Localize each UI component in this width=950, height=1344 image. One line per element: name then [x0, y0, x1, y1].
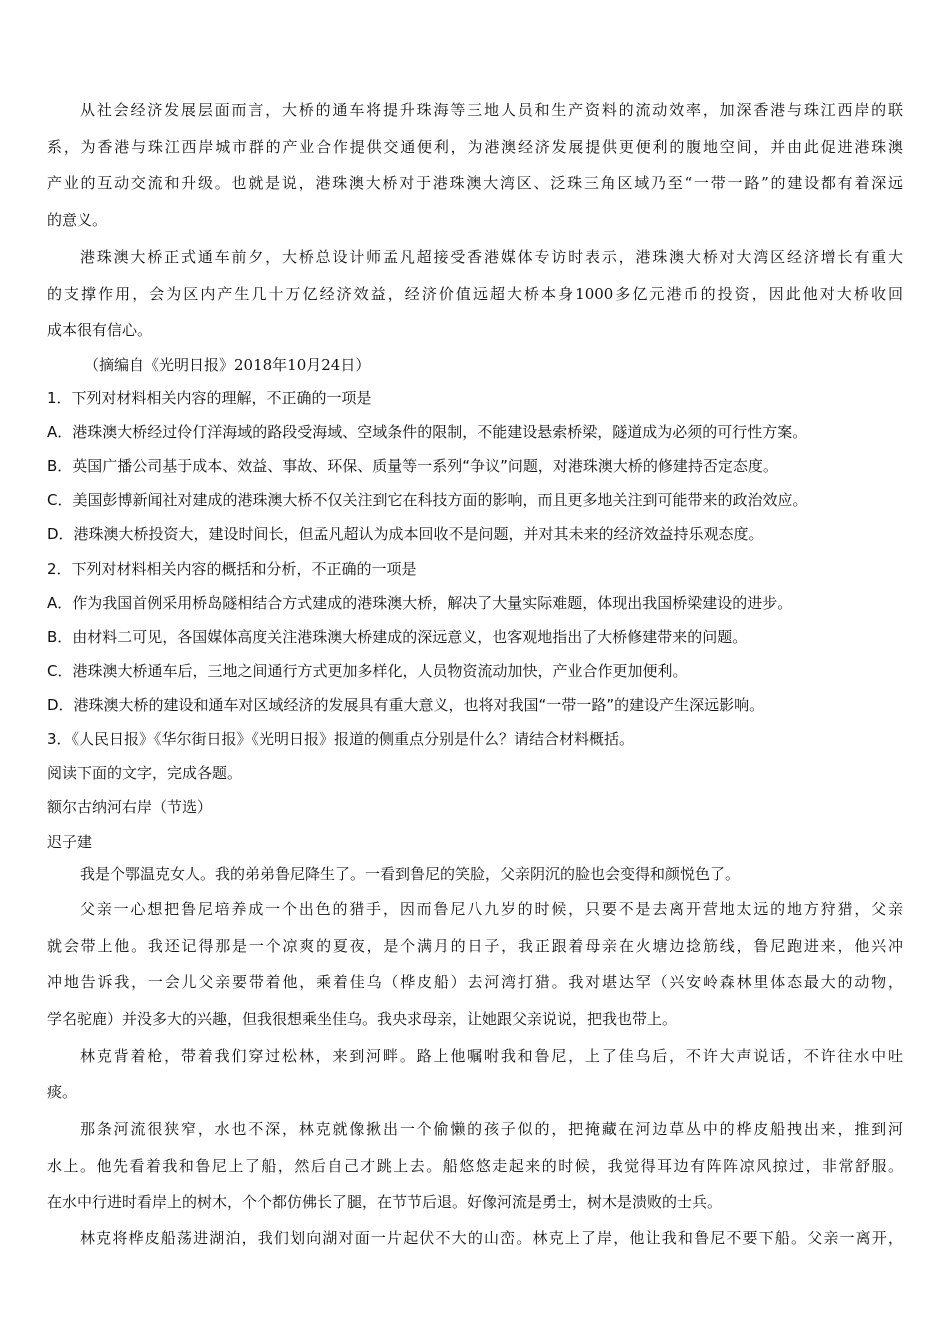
reading-para3-line1: 林克背着枪，带着我们穿过松林，来到河畔。路上他嘱咐我和鲁尼，上了佳乌后，不许大声说话，不许往水中吐 — [80, 1047, 903, 1065]
source-citation: （摘编自《光明日报》2018年10月24日） — [84, 356, 371, 374]
reading-para1-line1: 我是个鄂温克女人。我的弟弟鲁尼降生了。一看到鲁尼的笑脸，父亲阴沉的脸也会变得和颜悦色了。 — [80, 865, 741, 883]
question-2-option-c: C．港珠澳大桥通车后，三地之间通行方式更加多样化，人员物资流动加快，产业合作更加便利。 — [47, 662, 688, 680]
reading-para5-line1: 林克将桦皮船荡进湖泊，我们划向湖对面一片起伏不大的山峦。林克上了岸，他让我和鲁尼不要下船。父亲一离开， — [80, 1229, 903, 1247]
reading-para4-line2: 水上。他先看着我和鲁尼上了船，然后自己才跳上去。船悠悠走起来的时候，我觉得耳边有阵阵凉风掠过，非常舒服。 — [47, 1157, 903, 1175]
reading-author: 迟子建 — [47, 833, 93, 851]
question-1-option-d: D．港珠澳大桥投资大，建设时间长，但孟凡超认为成本回收不是问题，并对其未来的经济效益持乐观态度。 — [47, 525, 764, 543]
question-2-option-a: A．作为我国首例采用桥岛隧相结合方式建成的港珠澳大桥，解决了大量实际难题，体现出我国桥梁建设的进步。 — [47, 594, 793, 612]
passage1-para1-line2: 系，为香港与珠江西岸城市群的产业合作提供交通便利，为港澳经济发展提供更便利的腹地空间，并由此促进港珠澳 — [47, 138, 903, 156]
reading-para3-line2: 痰。 — [47, 1083, 78, 1101]
passage1-para1-line1: 从社会经济发展层面而言，大桥的通车将提升珠海等三地人员和生产资料的流动效率，加深香港与珠江西岸的联 — [80, 101, 903, 119]
question-1-option-b: B．英国广播公司基于成本、效益、事故、环保、质量等一系列“争议”问题，对港珠澳大桥的修建持否定态度。 — [47, 457, 778, 475]
question-2-stem: 2．下列对材料相关内容的概括和分析，不正确的一项是 — [47, 560, 417, 578]
question-2-option-b: B．由材料二可见，各国媒体高度关注港珠澳大桥建成的深远意义，也客观地指出了大桥修建带来的问题。 — [47, 628, 748, 646]
reading-title: 额尔古纳河右岸（节选） — [47, 798, 213, 816]
reading-para4-line1: 那条河流很狭窄，水也不深，林克就像揪出一个偷懒的孩子似的，把掩藏在河边草丛中的桦皮船拽出来，推到河 — [80, 1120, 903, 1138]
reading-para2-line2: 就会带上他。我还记得那是一个凉爽的夏夜，是个满月的日子，我正跟着母亲在火塘边捻筋线，鲁尼跑进来，他兴冲 — [47, 937, 903, 955]
passage1-para1-line3: 产业的互动交流和升级。也就是说，港珠澳大桥对于港珠澳大湾区、泛珠三角区域乃至“一带一路”的建设都有着深远 — [47, 174, 903, 192]
reading-para2-line3: 冲地告诉我，一会儿父亲要带着他，乘着佳乌（桦皮船）去河湾打猎。我对堪达罕（兴安岭森林里体态最大的动物， — [47, 973, 903, 991]
reading-para4-line3: 在水中行进时看岸上的树木，个个都仿佛长了腿，在节节后退。好像河流是勇士，树木是溃败的士兵。 — [47, 1193, 723, 1211]
question-1-option-a: A．港珠澳大桥经过伶仃洋海域的路段受海域、空域条件的限制，不能建设悬索桥梁，隧道成为必须的可行性方案。 — [47, 423, 808, 441]
question-1-option-c: C．美国彭博新闻社对建成的港珠澳大桥不仅关注到它在科技方面的影响，而且更多地关注到可能带来的政治效应。 — [47, 491, 808, 509]
reading-para2-line4: 学名驼鹿）并没多大的兴趣，但我很想乘坐佳乌。我央求母亲，让她跟父亲说说，把我也带上。 — [47, 1010, 678, 1028]
passage1-para1-line4: 的意义。 — [47, 211, 108, 229]
reading-instruction: 阅读下面的文字，完成各题。 — [47, 764, 243, 782]
reading-para2-line1: 父亲一心想把鲁尼培养成一个出色的猎手，因而鲁尼八九岁的时候，只要不是去离开营地太远的地方狩猎，父亲 — [80, 900, 903, 918]
passage1-para2-line3: 成本很有信心。 — [47, 321, 153, 339]
question-1-stem: 1．下列对材料相关内容的理解，不正确的一项是 — [47, 389, 372, 407]
question-2-option-d: D．港珠澳大桥的建设和通车对区域经济的发展具有重大意义，也将对我国“一带一路”的建设产生深远影响。 — [47, 696, 765, 714]
passage1-para2-line1: 港珠澳大桥正式通车前夕，大桥总设计师孟凡超接受香港媒体专访时表示，港珠澳大桥对大湾区经济增长有重大 — [80, 248, 903, 266]
question-3: 3．《人民日报》《华尔街日报》《光明日报》报道的侧重点分别是什么？请结合材料概括。 — [47, 730, 635, 748]
passage1-para2-line2: 的支撑作用，会为区内产生几十万亿经济效益，经济价值远超大桥本身1000多亿元港币的投资，因此他对大桥收回 — [47, 285, 903, 303]
